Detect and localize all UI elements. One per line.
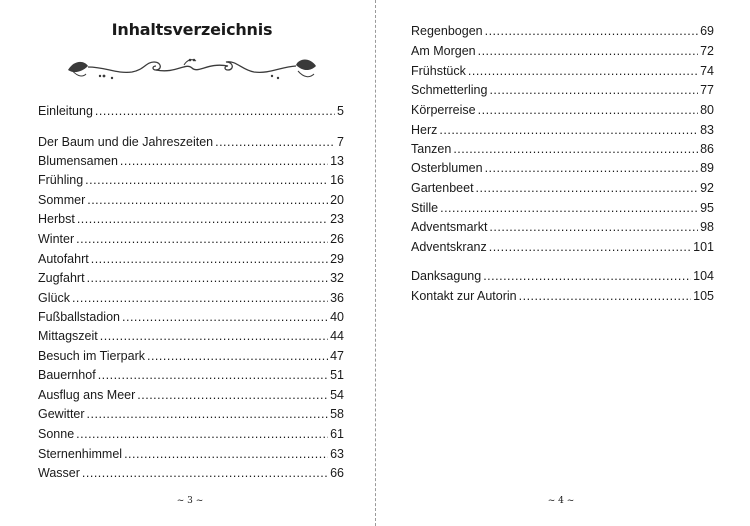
- toc-entry: [38, 251, 344, 267]
- toc-entry-title: Schmetterling: [411, 83, 488, 97]
- toc-entry-page-number: 26: [330, 232, 344, 246]
- toc-dot-leader: [489, 239, 691, 255]
- toc-dot-leader: [120, 153, 328, 169]
- toc-entry-page-number: 23: [330, 212, 344, 226]
- toc-dot-leader: [483, 268, 691, 284]
- toc-dot-leader: [215, 134, 335, 150]
- toc-entry-title: Tanzen: [411, 142, 452, 156]
- toc-dot-leader: [87, 406, 329, 422]
- toc-entry-title: Wasser: [38, 466, 80, 480]
- toc-entry-page-number: 32: [330, 271, 344, 285]
- toc-dot-leader: [519, 288, 692, 304]
- toc-entry-page-number: 63: [330, 447, 344, 461]
- toc-entry-title: Gartenbeet: [411, 181, 474, 195]
- toc-entry-title: Danksagung: [411, 269, 482, 283]
- toc-entry-page-number: 104: [693, 269, 714, 283]
- toc-entry: [38, 348, 344, 364]
- toc-dot-leader: [489, 219, 698, 235]
- toc-dot-leader: [100, 328, 328, 344]
- toc-entry: [38, 465, 344, 481]
- toc-entry-title: Ausflug ans Meer: [38, 388, 136, 402]
- toc-entry-page-number: 13: [330, 154, 344, 168]
- toc-entry-title: Kontakt zur Autorin: [411, 289, 517, 303]
- toc-entry: [38, 153, 344, 169]
- toc-entry-page-number: 16: [330, 173, 344, 187]
- toc-dot-leader: [87, 192, 328, 208]
- toc-dot-leader: [98, 367, 328, 383]
- toc-entry-page-number: 29: [330, 252, 344, 266]
- toc-entry-page-number: 36: [330, 291, 344, 305]
- toc-entry-page-number: 58: [330, 407, 344, 421]
- toc-entry-title: Gewitter: [38, 407, 85, 421]
- toc-entry-page-number: 74: [700, 64, 714, 78]
- toc-entry: [411, 239, 714, 255]
- toc-dot-leader: [476, 180, 699, 196]
- toc-entry-title: Regenbogen: [411, 24, 483, 38]
- toc-dot-leader: [439, 122, 698, 138]
- toc-entry-page-number: 95: [700, 201, 714, 215]
- toc-entry: [38, 172, 344, 188]
- toc-entry-title: Herz: [411, 123, 438, 137]
- toc-entry-page-number: 72: [700, 44, 714, 58]
- toc-entry: [411, 122, 714, 138]
- toc-entry-title: Sommer: [38, 193, 86, 207]
- toc-entry-page-number: 44: [330, 329, 344, 343]
- toc-dot-leader: [489, 82, 698, 98]
- toc-dot-leader: [468, 63, 698, 79]
- toc-dot-leader: [77, 211, 328, 227]
- toc-entry-page-number: 92: [700, 181, 714, 195]
- page-number-left: ~ 3 ~: [176, 496, 204, 506]
- toc-dot-leader: [122, 309, 328, 325]
- floral-vine-divider-icon: [66, 54, 318, 84]
- toc-entry-title: Der Baum und die Jahreszeiten: [38, 135, 214, 149]
- toc-entry: [38, 446, 344, 462]
- toc-entry-title: Frühstück: [411, 64, 466, 78]
- toc-entry: [411, 102, 714, 118]
- toc-entry-title: Herbst: [38, 212, 75, 226]
- toc-entry-page-number: 77: [700, 83, 714, 97]
- toc-entry: [411, 268, 714, 284]
- toc-entry: [38, 426, 344, 442]
- toc-entry: [411, 200, 714, 216]
- right-page: [376, 0, 750, 526]
- toc-entry-title: Osterblumen: [411, 161, 483, 175]
- toc-dot-leader: [91, 251, 328, 267]
- toc-entry: [38, 367, 344, 383]
- toc-dot-leader: [453, 141, 698, 157]
- toc-entry: [38, 270, 344, 286]
- toc-dot-leader: [95, 103, 335, 119]
- toc-entry-page-number: 80: [700, 103, 714, 117]
- toc-entry-page-number: 20: [330, 193, 344, 207]
- toc-entry-page-number: 47: [330, 349, 344, 363]
- toc-dot-leader: [124, 446, 328, 462]
- toc-entry: [411, 219, 714, 235]
- toc-entry: [38, 211, 344, 227]
- toc-entry-title: Zugfahrt: [38, 271, 85, 285]
- toc-entry: [38, 309, 344, 325]
- toc-entry-title: Adventsmarkt: [411, 220, 488, 234]
- toc-entry-title: Blumensamen: [38, 154, 118, 168]
- toc-entry-page-number: 5: [337, 104, 344, 118]
- toc-dot-leader: [82, 465, 328, 481]
- toc-entry-page-number: 40: [330, 310, 344, 324]
- toc-entry-page-number: 86: [700, 142, 714, 156]
- toc-entry-page-number: 101: [693, 240, 714, 254]
- toc-entry: [411, 288, 714, 304]
- toc-entry: [411, 180, 714, 196]
- toc-entry-page-number: 7: [337, 135, 344, 149]
- toc-entry-title: Adventskranz: [411, 240, 487, 254]
- toc-entry: [38, 231, 344, 247]
- toc-dot-leader: [485, 160, 699, 176]
- toc-dot-leader: [478, 102, 698, 118]
- toc-dot-leader: [72, 290, 328, 306]
- toc-entry: [411, 23, 714, 39]
- toc-entry-title: Sternenhimmel: [38, 447, 123, 461]
- toc-entry-title: Mittagszeit: [38, 329, 98, 343]
- toc-entry: [38, 192, 344, 208]
- toc-entry-title: Besuch im Tierpark: [38, 349, 145, 363]
- toc-entry: [38, 406, 344, 422]
- toc-entry-page-number: 61: [330, 427, 344, 441]
- toc-entry: [38, 134, 344, 150]
- toc-entry-page-number: 98: [700, 220, 714, 234]
- toc-entry-title: Stille: [411, 201, 439, 215]
- toc-entry-page-number: 54: [330, 388, 344, 402]
- toc-entry-title: Körperreise: [411, 103, 476, 117]
- toc-entry: [411, 160, 714, 176]
- toc-entry-page-number: 83: [700, 123, 714, 137]
- toc-entry: [411, 141, 714, 157]
- toc-entry: [411, 82, 714, 98]
- toc-entry: [38, 328, 344, 344]
- toc-entry: [38, 103, 344, 119]
- toc-entry-title: Am Morgen: [411, 44, 476, 58]
- toc-dot-leader: [85, 172, 328, 188]
- toc-entry: [411, 63, 714, 79]
- toc-dot-leader: [440, 200, 698, 216]
- toc-dot-leader: [137, 387, 328, 403]
- toc-entry-title: Einleitung: [38, 104, 93, 118]
- toc-entry: [38, 290, 344, 306]
- toc-entry: [38, 387, 344, 403]
- toc-dot-leader: [147, 348, 328, 364]
- toc-dot-leader: [76, 231, 328, 247]
- page-number-right: ~ 4 ~: [547, 496, 575, 506]
- toc-entry-title: Frühling: [38, 173, 84, 187]
- toc-entry-title: Winter: [38, 232, 75, 246]
- toc-dot-leader: [76, 426, 328, 442]
- toc-entry-title: Glück: [38, 291, 70, 305]
- toc-entry-page-number: 66: [330, 466, 344, 480]
- toc-dot-leader: [87, 270, 329, 286]
- toc-title: Inhaltsverzeichnis: [111, 20, 273, 39]
- toc-entry-page-number: 69: [700, 24, 714, 38]
- toc-entry-title: Fußballstadion: [38, 310, 120, 324]
- toc-entry: [411, 43, 714, 59]
- toc-entry-page-number: 89: [700, 161, 714, 175]
- toc-entry-title: Autofahrt: [38, 252, 89, 266]
- toc-dot-leader: [478, 43, 698, 59]
- toc-entry-title: Sonne: [38, 427, 75, 441]
- toc-entry-page-number: 51: [330, 368, 344, 382]
- toc-entry-page-number: 105: [693, 289, 714, 303]
- toc-dot-leader: [485, 23, 698, 39]
- toc-entry-title: Bauernhof: [38, 368, 96, 382]
